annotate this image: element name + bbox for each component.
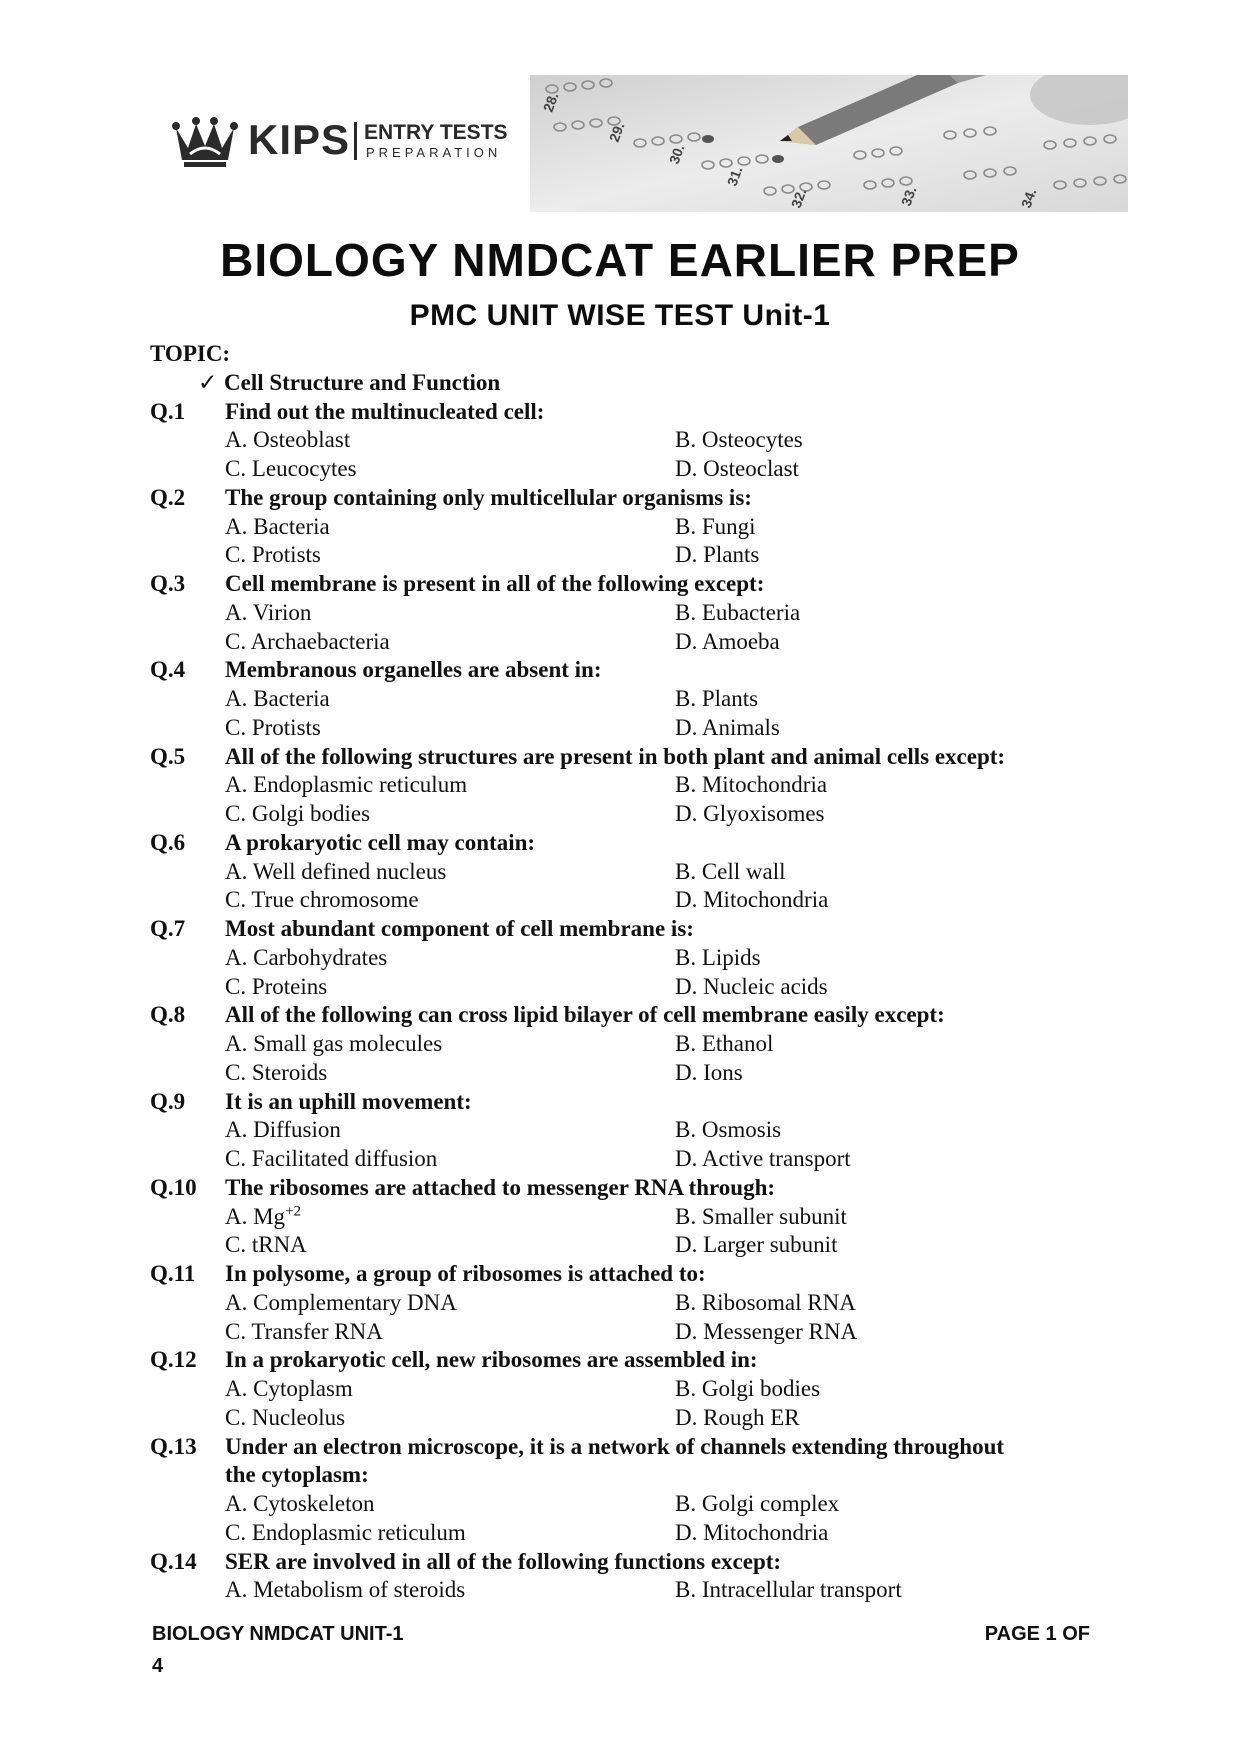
question-row: [150, 743, 1110, 772]
question-text: Membranous organelles are absent in:: [225, 657, 602, 683]
question-text: Find out the multinucleated cell:: [225, 398, 545, 424]
logo-line2: PREPARATION: [366, 145, 502, 160]
question-row: [150, 398, 1110, 427]
question-row: [150, 570, 1110, 599]
options-row: [150, 771, 1110, 800]
question-row: [150, 1174, 1110, 1203]
options-row: [150, 455, 1110, 484]
options-row: [150, 513, 1110, 542]
option-c: C. tRNA: [225, 1232, 307, 1258]
question-row: [150, 656, 1110, 685]
option-a: A. Carbohydrates: [225, 944, 388, 970]
question-text: It is an uphill movement:: [225, 1088, 472, 1114]
options-row: [150, 628, 1110, 657]
option-c: C. Leucocytes: [225, 456, 357, 481]
option-b: B. Golgi complex: [675, 1491, 840, 1516]
options-row: [150, 1059, 1110, 1088]
option-c: C. Transfer RNA: [225, 1318, 383, 1344]
photo-number: 28.: [539, 90, 562, 115]
logo-divider: [354, 122, 357, 160]
photo-number: 31.: [723, 164, 746, 189]
options-row: [150, 1116, 1110, 1145]
option-d: D. Osteoclast: [675, 456, 799, 481]
option-c: C. Protists: [225, 542, 321, 568]
options-row: [150, 800, 1110, 829]
photo-number: 33.: [897, 184, 920, 209]
answer-sheet-photo: [530, 75, 1128, 212]
option-d: D. Animals: [675, 714, 780, 740]
options-row: [150, 1203, 1110, 1232]
question-text: In polysome, a group of ribosomes is attached to:: [225, 1261, 706, 1286]
question-row: [150, 1346, 1110, 1375]
option-b: B. Lipids: [675, 944, 761, 970]
question-text: Under an electron microscope, it is a network of channels extending throughout: [225, 1433, 1005, 1459]
question-text: In a prokaryotic cell, new ribosomes are assembled in:: [225, 1347, 758, 1373]
question-number: Q.13: [150, 1433, 197, 1459]
question-text: Cell membrane is present in all of the following except:: [225, 571, 765, 596]
question-number: Q.8: [150, 1002, 186, 1028]
question-text: The group containing only multicellular organisms is:: [225, 484, 752, 510]
option-b: B. Intracellular transport: [675, 1577, 902, 1603]
options-row: [150, 1519, 1110, 1548]
option-d: D. Messenger RNA: [675, 1318, 858, 1344]
option-a: [150, 1203, 675, 1232]
question-continuation-row: [150, 1461, 1110, 1490]
topic-label: TOPIC:: [150, 341, 231, 366]
options-row: [150, 1375, 1110, 1404]
option-d: D. Larger subunit: [675, 1232, 838, 1258]
footer-unit-label: BIOLOGY NMDCAT UNIT-1: [152, 1623, 404, 1645]
options-row: [150, 1318, 1110, 1347]
options-row: [150, 426, 1110, 455]
option-a: A. Cytoskeleton: [225, 1491, 375, 1516]
question-number: Q.3: [150, 571, 186, 596]
question-number: Q.10: [150, 1174, 197, 1200]
question-text: SER are involved in all of the following functions except:: [225, 1548, 782, 1574]
option-d: D. Mitochondria: [675, 1519, 829, 1545]
option-c: C. True chromosome: [225, 887, 419, 913]
option-b: B. Fungi: [675, 513, 756, 539]
option-c: C. Golgi bodies: [225, 801, 371, 826]
question-row: [150, 1001, 1110, 1030]
question-row: [150, 484, 1110, 513]
option-a: A. Virion: [225, 599, 312, 625]
option-c: C. Protists: [225, 714, 321, 740]
topic-item: [150, 369, 500, 398]
option-a: A. Complementary DNA: [225, 1289, 457, 1315]
options-row: [150, 1576, 1110, 1605]
page-subtitle: PMC UNIT WISE TEST Unit-1: [409, 299, 831, 332]
question-number: Q.9: [150, 1088, 186, 1114]
option-b: B. Osteocytes: [675, 427, 803, 453]
option-b: B. Plants: [675, 686, 759, 711]
topic-item-row: [150, 369, 1110, 398]
options-row: [150, 714, 1110, 743]
option-a-superscript: +2: [285, 1202, 302, 1219]
options-row: [150, 1289, 1110, 1318]
kips-logo: [170, 110, 510, 172]
question-number: Q.14: [150, 1548, 197, 1574]
option-a: A. Endoplasmic reticulum: [225, 772, 468, 798]
question-number: Q.6: [150, 829, 186, 855]
footer-page-total: 4: [152, 1655, 164, 1677]
option-a: A. Metabolism of steroids: [225, 1577, 466, 1603]
option-a-base: A. Mg: [225, 1203, 286, 1229]
question-text: All of the following can cross lipid bilayer of cell membrane easily except:: [225, 1002, 945, 1028]
question-text: A prokaryotic cell may contain:: [225, 829, 536, 855]
option-c: C. Endoplasmic reticulum: [225, 1519, 466, 1545]
question-number: Q.4: [150, 657, 186, 683]
photo-number: 34.: [1017, 186, 1040, 211]
options-row: [150, 944, 1110, 973]
photo-number: 29.: [605, 120, 628, 145]
option-d: D. Glyoxisomes: [675, 801, 825, 826]
option-b: B. Golgi bodies: [675, 1376, 821, 1401]
options-row: [150, 886, 1110, 915]
option-d: D. Mitochondria: [675, 887, 829, 913]
options-row: [150, 541, 1110, 570]
option-d: D. Ions: [675, 1059, 743, 1085]
options-row: [150, 1030, 1110, 1059]
option-b: B. Cell wall: [675, 858, 786, 884]
options-row: [150, 599, 1110, 628]
option-b: B. Ethanol: [675, 1031, 774, 1056]
option-b: B. Ribosomal RNA: [675, 1289, 856, 1315]
option-a: A. Bacteria: [225, 513, 330, 539]
option-a: A. Bacteria: [225, 686, 330, 711]
option-c: C. Archaebacteria: [225, 628, 390, 654]
question-row: [150, 1260, 1110, 1289]
logo-line1: ENTRY TESTS: [364, 121, 508, 144]
option-a: A. Small gas molecules: [225, 1031, 443, 1056]
question-number: Q.11: [150, 1261, 196, 1286]
question-number: Q.7: [150, 916, 186, 941]
question-row: [150, 1433, 1110, 1462]
option-b: B. Osmosis: [675, 1117, 782, 1143]
question-number: Q.12: [150, 1347, 197, 1373]
options-row: [150, 973, 1110, 1002]
option-d: D. Plants: [675, 542, 760, 568]
options-row: [150, 1404, 1110, 1433]
question-list: [150, 340, 1110, 1605]
check-icon: ✓: [198, 369, 218, 395]
option-a: A. Diffusion: [225, 1117, 341, 1143]
option-d: D. Nucleic acids: [675, 973, 828, 999]
question-number: Q.2: [150, 484, 186, 510]
question-row: [150, 829, 1110, 858]
options-row: [150, 1231, 1110, 1260]
option-c: C. Nucleolus: [225, 1404, 346, 1430]
option-b: B. Eubacteria: [675, 599, 801, 625]
crown-icon: [170, 114, 240, 170]
topic-row: [150, 340, 1110, 369]
option-a: A. Osteoblast: [225, 427, 351, 453]
options-row: [150, 858, 1110, 887]
option-a: A. Cytoplasm: [225, 1376, 353, 1401]
question-number: Q.5: [150, 743, 186, 769]
option-d: D. Active transport: [675, 1146, 851, 1171]
photo-number: 32.: [787, 186, 810, 211]
option-b: B. Smaller subunit: [675, 1203, 847, 1229]
question-row: [150, 915, 1110, 944]
question-text: Most abundant component of cell membrane is:: [225, 916, 694, 941]
option-d: D. Rough ER: [675, 1404, 800, 1430]
question-row: [150, 1548, 1110, 1577]
option-a: A. Well defined nucleus: [225, 858, 447, 884]
option-c: C. Proteins: [225, 973, 328, 999]
option-b: B. Mitochondria: [675, 772, 828, 798]
options-row: [150, 685, 1110, 714]
logo-brand: KIPS: [248, 116, 351, 163]
question-text-continued: the cytoplasm:: [225, 1462, 369, 1488]
question-row: [150, 1088, 1110, 1117]
options-row: [150, 1490, 1110, 1519]
footer-page-label: PAGE 1 OF: [984, 1623, 1090, 1645]
topic-item-label: Cell Structure and Function: [224, 369, 501, 395]
option-c: C. Facilitated diffusion: [225, 1146, 438, 1171]
question-text: The ribosomes are attached to messenger RNA through:: [225, 1174, 776, 1200]
page-title: BIOLOGY NMDCAT EARLIER PREP: [220, 234, 1020, 286]
question-number: Q.1: [150, 398, 186, 424]
question-text: All of the following structures are present in both plant and animal cells except:: [225, 743, 1006, 769]
options-row: [150, 1145, 1110, 1174]
option-d: D. Amoeba: [675, 628, 780, 654]
option-c: C. Steroids: [225, 1059, 328, 1085]
photo-number: 30.: [665, 142, 688, 167]
